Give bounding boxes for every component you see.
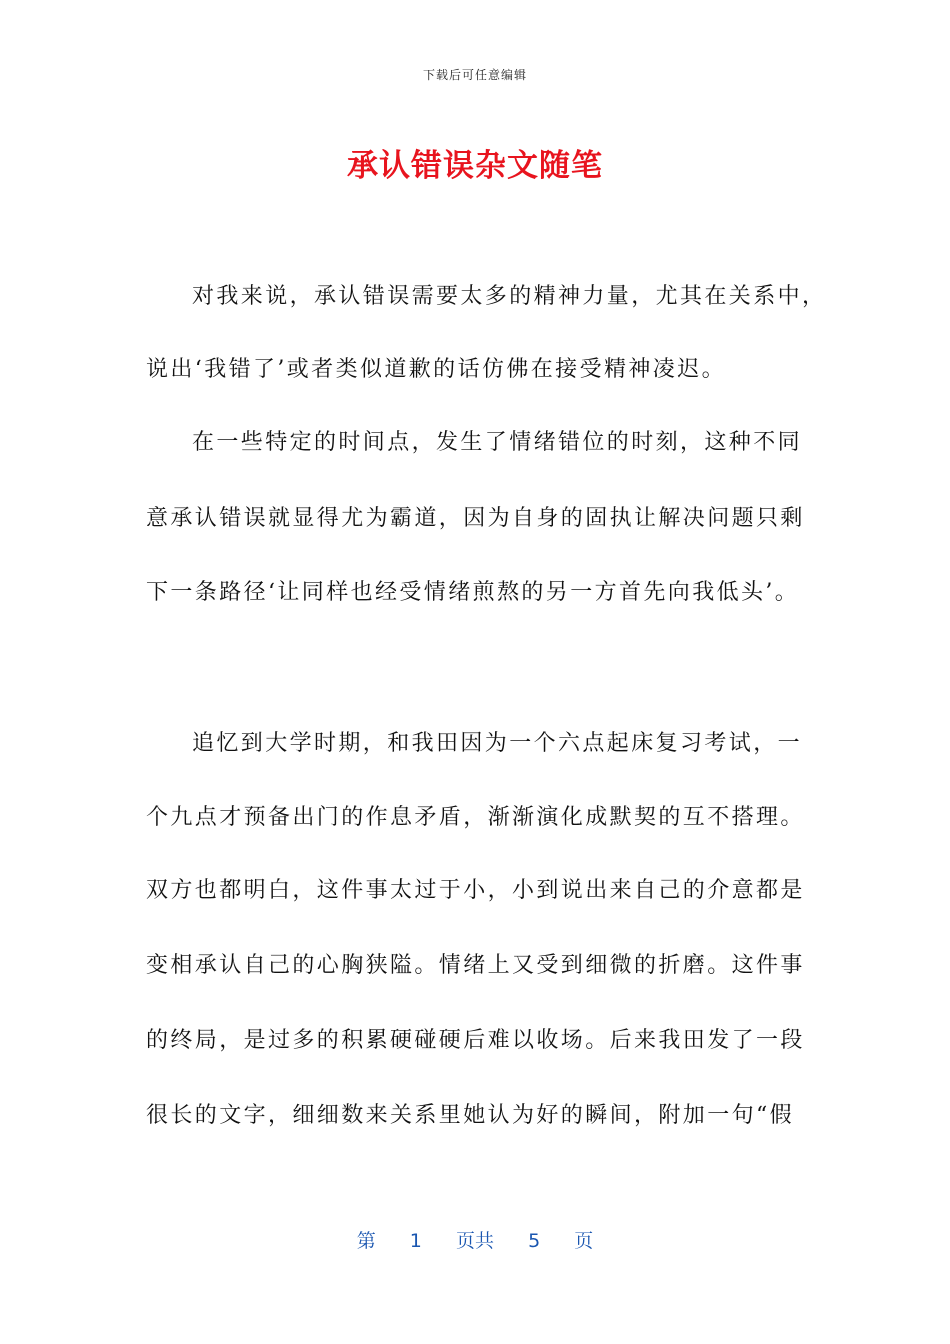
paragraph-line: 很长的文字，细细数来关系里她认为好的瞬间，附加一句“假 (146, 1103, 795, 1128)
paragraph-line: 个九点才预备出门的作息矛盾，渐渐演化成默契的互不搭理。 (146, 805, 805, 830)
page-footer (0, 1226, 950, 1253)
paragraph-line: 的终局，是过多的积累硬碰硬后难以收场。后来我田发了一段 (146, 1028, 805, 1053)
total-pages-number: 5 (528, 1230, 541, 1252)
footer-suffix: 页 (574, 1230, 594, 1252)
paragraph-line: 变相承认自己的心胸狭隘。情绪上又受到细微的折磨。这件事 (146, 953, 805, 978)
paragraph-line: 双方也都明白，这件事太过于小，小到说出来自己的介意都是 (146, 878, 805, 903)
paragraph-line: 对我来说，承认错误需要太多的精神力量，尤其在关系中， (192, 284, 827, 309)
paragraph-line: 说出‘我错了’或者类似道歉的话仿佛在接受精神凌迟。 (146, 357, 726, 382)
paragraph-line: 意承认错误就显得尤为霸道，因为自身的固执让解决问题只剩 (146, 506, 805, 531)
current-page-number: 1 (409, 1230, 422, 1252)
paragraph-line: 在一些特定的时间点，发生了情绪错位的时刻，这种不同 (192, 430, 803, 455)
document-title: 承认错误杂文随笔 (347, 148, 603, 184)
paragraph-line: 追忆到大学时期，和我田因为一个六点起床复习考试，一 (192, 731, 803, 756)
footer-prefix: 第 (356, 1230, 376, 1252)
paragraph-line: 下一条路径‘让同样也经受情绪煎熬的另一方首先向我低头’。 (146, 580, 800, 605)
footer-middle: 页共 (455, 1230, 494, 1252)
header-note: 下载后可任意编辑 (422, 68, 527, 82)
